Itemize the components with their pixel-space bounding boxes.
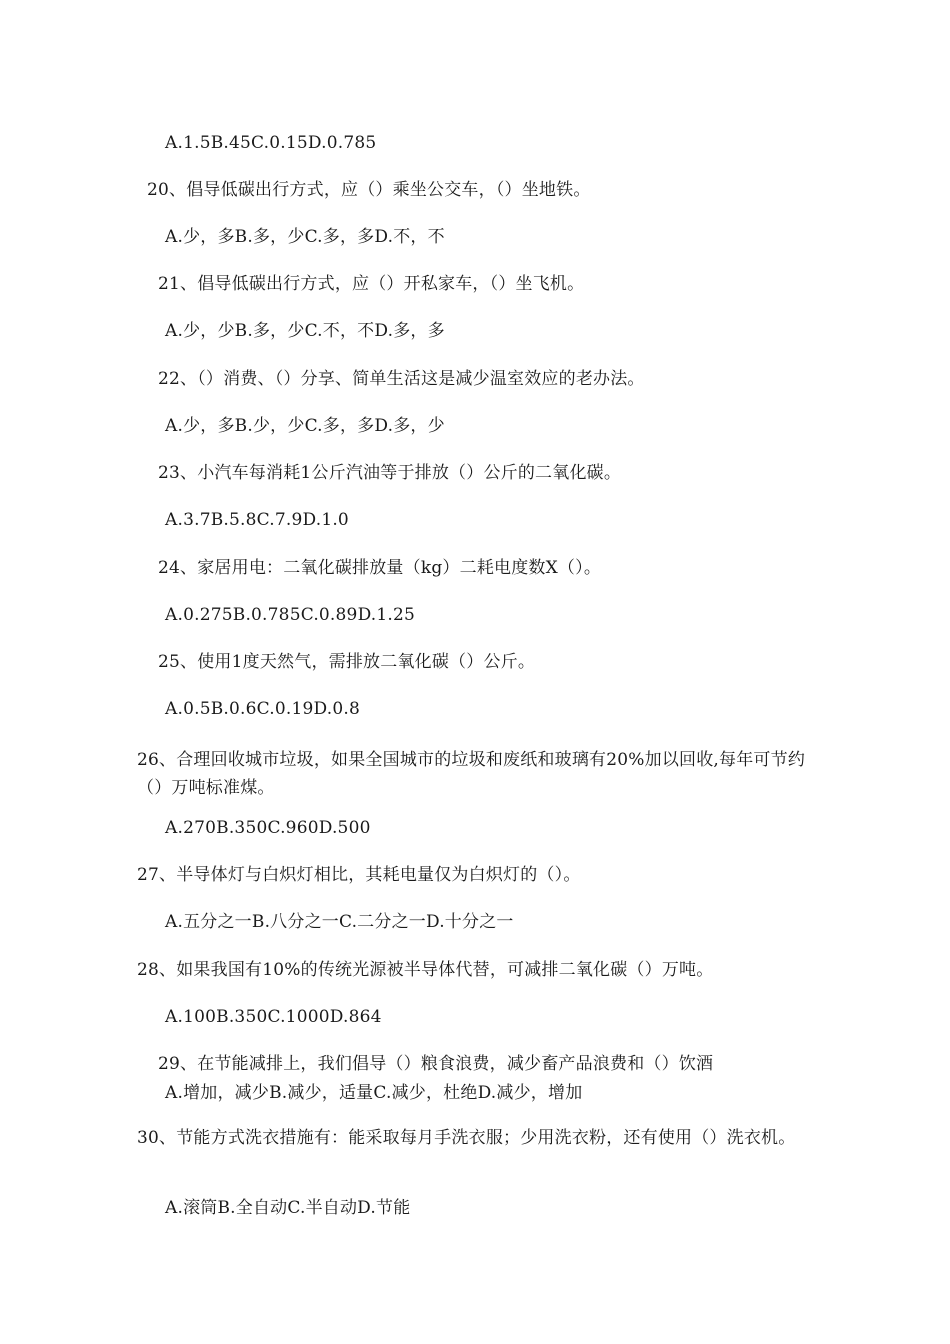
q23-question: 23、小汽车每消耗1公斤汽油等于排放（）公斤的二氧化碳。 [158,463,622,483]
q25-options: A.0.5B.0.6C.0.19D.0.8 [165,699,360,719]
q30-question: 30、节能方式洗衣措施有：能采取每月手洗衣服；少用洗衣粉，还有使用（）洗衣机。 [137,1128,796,1148]
q30-options: A.滚筒B.全自动C.半自动D.节能 [165,1198,411,1218]
q24-question: 24、家居用电：二氧化碳排放量（kg）二耗电度数X（）。 [158,558,602,578]
q26-question: 26、合理回收城市垃圾，如果全国城市的垃圾和废纸和玻璃有20%加以回收,每年可节约（）万吨标准煤。 [137,750,806,798]
q20-options: A.少，多B.多，少C.多，多D.不，不 [165,227,445,247]
q27-question: 27、半导体灯与白炽灯相比，其耗电量仅为白炽灯的（）。 [137,865,581,885]
q19-options: A.1.5B.45C.0.15D.0.785 [165,133,377,153]
q24-options: A.0.275B.0.785C.0.89D.1.25 [165,605,416,625]
q28-options: A.100B.350C.1000D.864 [165,1007,382,1027]
q29-options: A.增加，减少B.减少，适量C.减少，杜绝D.减少，增加 [165,1083,583,1103]
q20-question: 20、倡导低碳出行方式，应（）乘坐公交车，（）坐地铁。 [147,180,591,200]
q21-options: A.少，少B.多，少C.不，不D.多，多 [165,321,445,341]
q28-question: 28、如果我国有10%的传统光源被半导体代替，可减排二氧化碳（）万吨。 [137,960,714,980]
q29-question: 29、在节能减排上，我们倡导（）粮食浪费，减少畜产品浪费和（）饮酒 [158,1054,714,1074]
q25-question: 25、使用1度天然气，需排放二氧化碳（）公斤。 [158,652,536,672]
q26-options: A.270B.350C.960D.500 [165,818,371,838]
q27-options: A.五分之一B.八分之一C.二分之一D.十分之一 [165,912,514,932]
q23-options: A.3.7B.5.8C.7.9D.1.0 [165,510,349,530]
q22-question: 22、（）消费、（）分享、简单生活这是减少温室效应的老办法。 [158,369,645,389]
q21-question: 21、倡导低碳出行方式，应（）开私家车，（）坐飞机。 [158,274,585,294]
q22-options: A.少，多B.少，少C.多，多D.多，少 [165,416,445,436]
